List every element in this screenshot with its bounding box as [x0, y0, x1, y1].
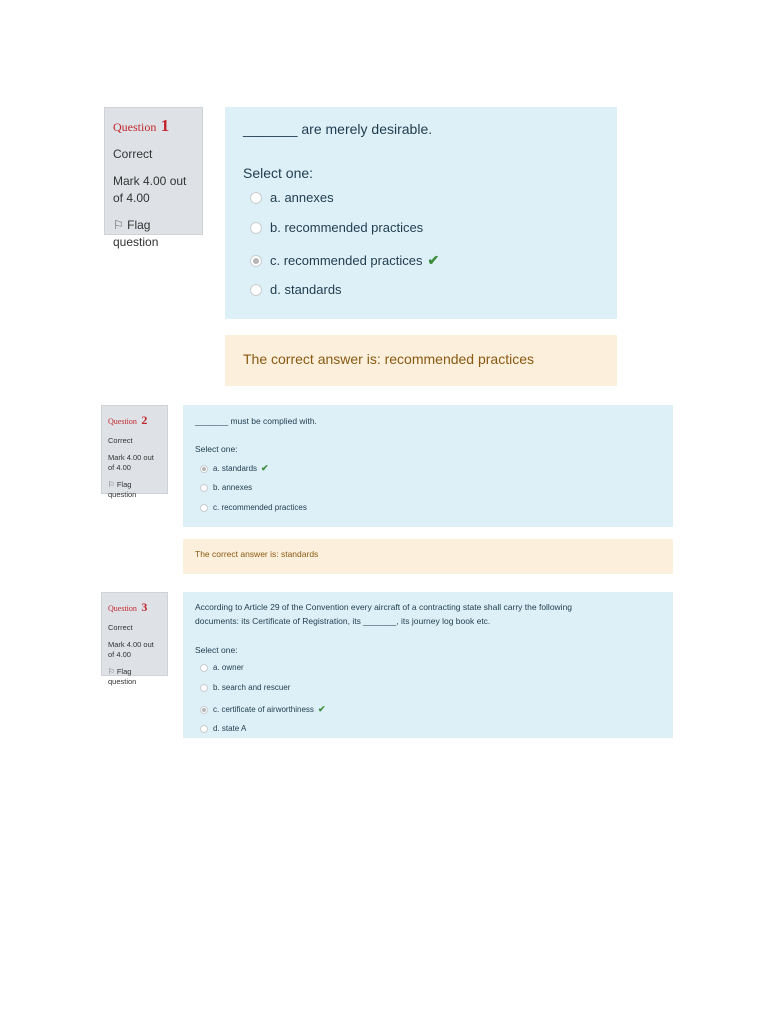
- option-label: c. certificate of airworthiness: [213, 705, 314, 714]
- question-2-content: [183, 405, 673, 527]
- option-a[interactable]: [200, 463, 269, 474]
- question-number: 1: [160, 116, 170, 135]
- question-mark: Mark 4.00 out of 4.00: [108, 640, 154, 659]
- option-d[interactable]: [200, 724, 246, 733]
- option-b[interactable]: [200, 483, 252, 492]
- option-label: b. recommended practices: [270, 220, 424, 235]
- option-c[interactable]: [250, 252, 439, 269]
- option-radio[interactable]: [200, 484, 208, 492]
- option-a[interactable]: [250, 190, 334, 205]
- question-text: _______ are merely desirable.: [243, 121, 433, 137]
- option-label: b. search and rescuer: [213, 683, 291, 692]
- question-number: 2: [141, 413, 148, 427]
- option-label: d. state A: [213, 724, 247, 733]
- option-radio-selected[interactable]: [200, 706, 208, 714]
- question-3-info: [101, 592, 168, 686]
- flag-question-label: Flag question: [108, 480, 137, 499]
- option-radio[interactable]: [200, 664, 208, 672]
- question-3-title: [108, 598, 161, 616]
- checkmark-icon: ✔: [317, 704, 326, 714]
- select-one-label: Select one:: [195, 444, 238, 454]
- option-radio[interactable]: [250, 192, 262, 204]
- option-label: d. standards: [270, 282, 342, 297]
- flag-question-link[interactable]: [113, 217, 194, 251]
- option-radio[interactable]: [200, 684, 208, 692]
- question-mark: Mark 4.00 out of 4.00: [113, 174, 187, 205]
- option-radio[interactable]: [250, 284, 262, 296]
- checkmark-icon: ✔: [261, 463, 269, 473]
- option-label: a. annexes: [270, 190, 334, 205]
- option-a[interactable]: [200, 663, 244, 672]
- flag-icon: ⚐: [108, 480, 115, 489]
- select-one-label: Select one:: [195, 645, 238, 655]
- option-label: c. recommended practices: [270, 253, 423, 268]
- question-mark: Mark 4.00 out of 4.00: [108, 453, 154, 472]
- question-text-line-2: documents: its Certificate of Registration, its _______, its journey log book etc.: [195, 616, 491, 626]
- option-radio[interactable]: [250, 222, 262, 234]
- question-status: Correct: [108, 623, 133, 632]
- question-status: Correct: [108, 436, 133, 445]
- question-label: Question: [113, 120, 157, 134]
- question-status: Correct: [113, 147, 153, 161]
- option-d[interactable]: [250, 282, 342, 297]
- flag-icon: ⚐: [108, 667, 115, 676]
- checkmark-icon: ✔: [427, 252, 440, 268]
- select-one-label: Select one:: [243, 165, 314, 181]
- option-radio-selected[interactable]: [200, 465, 208, 473]
- flag-question-label: Flag question: [108, 667, 137, 686]
- flag-question-link[interactable]: [108, 480, 161, 500]
- option-label: a. owner: [213, 663, 244, 672]
- option-c[interactable]: [200, 704, 325, 715]
- flag-icon: ⚐: [113, 218, 124, 232]
- option-b[interactable]: [200, 683, 290, 692]
- question-label: Question: [108, 604, 137, 613]
- question-2-title: [108, 411, 161, 429]
- question-number: 3: [141, 600, 148, 614]
- question-1-title: [113, 116, 194, 136]
- flag-question-link[interactable]: [108, 667, 161, 687]
- option-radio-selected[interactable]: [250, 255, 262, 267]
- option-c[interactable]: [200, 503, 307, 512]
- question-text-line-1: According to Article 29 of the Convention every aircraft of a contracting state shall carry the following: [195, 602, 573, 612]
- option-label: b. annexes: [213, 483, 253, 492]
- option-radio[interactable]: [200, 725, 208, 733]
- question-3-content: [183, 592, 673, 738]
- correct-answer-feedback: The correct answer is: recommended practices: [225, 335, 617, 386]
- question-label: Question: [108, 417, 137, 426]
- flag-question-label: Flag question: [113, 218, 159, 249]
- question-1-info: [104, 107, 203, 249]
- option-label: c. recommended practices: [213, 503, 307, 512]
- option-b[interactable]: [250, 220, 423, 235]
- option-radio[interactable]: [200, 504, 208, 512]
- option-label: a. standards: [213, 464, 258, 473]
- question-1-content: [225, 107, 617, 319]
- question-2-info: [101, 405, 168, 499]
- correct-answer-feedback: The correct answer is: standards: [183, 539, 673, 574]
- question-text: _______ must be complied with.: [195, 416, 317, 426]
